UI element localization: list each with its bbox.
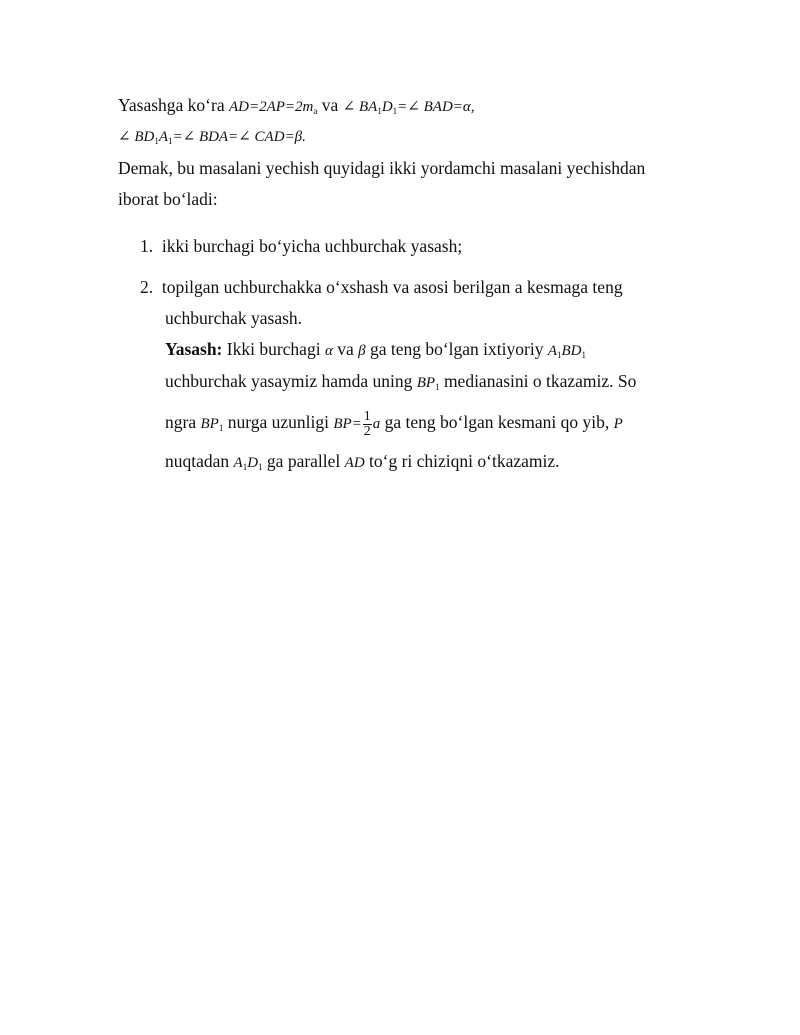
paragraph-line-4: iborat bo‘ladi: <box>118 189 218 209</box>
text-span: Yasashga ko‘ra <box>118 95 225 115</box>
solution-label: Yasash: <box>165 339 223 359</box>
ray-label: $BP_1$ <box>200 416 224 433</box>
list-text: topilgan uchburchakka o‘xshash va asosi berilgan a kesmaga teng <box>161 277 623 297</box>
alpha-symbol: α <box>324 343 333 359</box>
solution-line-1: Yasash: Ikki burchagi α va β ga teng bo‘lgan ixtiyoriy $A_1BD_1$ <box>165 339 587 360</box>
list-item-2-cont: uchburchak yasash. <box>165 308 303 328</box>
solution-line-4: nuqtadan $A_1D_1$ ga parallel AD to‘g ri chiziqni o‘tkazamiz. <box>165 451 560 472</box>
point-p: P <box>613 416 623 432</box>
median-label: $BP_1$ <box>416 375 440 392</box>
list-item-2 <box>140 276 623 298</box>
list-number: 1. <box>140 236 154 256</box>
length-equation: BP= $\frac{1}{2}$ a <box>333 409 381 440</box>
list-number: 2. <box>140 277 154 297</box>
equation-angle-2: ∠ $BD_1A_1=\angle$ BDA=∠ CAD=β. <box>118 129 306 146</box>
paragraph-line-1 <box>118 94 475 122</box>
solution-line-3: ngra $BP_1$ nurga uzunligi BP= $\frac{1}{2}$ a ga teng bo‘lgan kesmani qo yib, P <box>165 409 623 440</box>
list-text: ikki burchagi bo‘yicha uchburchak yasash; <box>161 236 463 256</box>
equation-angle-1: ∠ $BA_1D_1=\angle$ BAD=α, <box>342 99 475 116</box>
solution-line-2: uchburchak yasaymiz hamda uning $BP_1$ medianasini o tkazamiz. So <box>165 371 637 392</box>
beta-symbol: β <box>358 343 366 359</box>
triangle-label: $A_1BD_1$ <box>547 343 587 360</box>
equation-ad: $AD=2AP=2m_a$ <box>228 99 318 116</box>
line-ad: AD <box>344 455 365 471</box>
text-span: va <box>321 95 339 115</box>
fraction-one-half: $\frac{1}{2}$ <box>363 409 371 440</box>
segment-a1d1: $A_1D_1$ <box>233 455 263 472</box>
paragraph-line-3: Demak, bu masalani yechish quyidagi ikki yordamchi masalani yechishdan <box>118 158 646 178</box>
paragraph-line-2 <box>118 124 306 152</box>
list-item-1 <box>140 235 462 257</box>
